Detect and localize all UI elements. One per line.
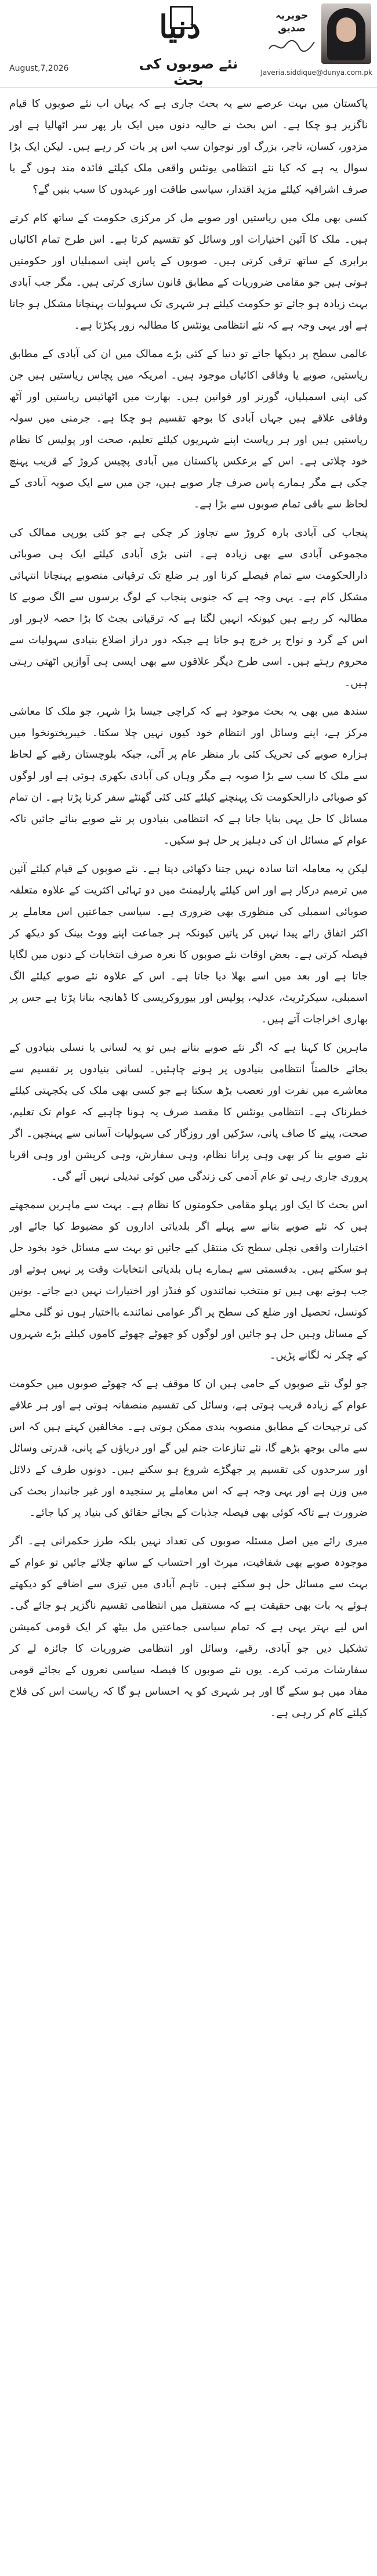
author-signature-icon (266, 37, 318, 55)
article-paragraph: میری رائے میں اصل مسئلہ صوبوں کی تعداد نہیں بلکہ طرز حکمرانی ہے۔ اگر موجودہ صوبے بھی شفافیت، میرٹ اور احتساب کے ساتھ چلائے جائیں تو عوام کے بہت سے مسائل حل ہو سکتے ہیں۔ تاہم آبادی میں تیزی سے اضافے کو دیکھتے ہوئے یہ بات بھی حقیقت ہے کہ مستقبل میں انتظامی تقسیم ناگزیر ہو جائے گی۔ اس لیے بہتر یہی ہے کہ تمام سیاسی جماعتیں مل بیٹھ کر ایک قومی کمیشن تشکیل دیں جو آبادی، رقبے، وسائل اور انتظامی ضروریات کا جائزہ لے کر سفارشات مرتب کرے۔ یوں نئے صوبوں کا فیصلہ سیاسی نعروں کے بجائے قومی مفاد میں ہو سکے گا اور ہر شہری کو یہ احساس ہو گا کہ ریاست اس کی فلاح کیلئے کام کر رہی ہے۔ (9, 1535, 368, 1719)
article-body (9, 93, 368, 2566)
article-paragraph: جو لوگ نئے صوبوں کے حامی ہیں ان کا موقف ہے کہ چھوٹے صوبوں میں حکومت عوام کے زیادہ قریب ہوتی ہے، وسائل کی تقسیم منصفانہ ہوتی ہے اور ہر علاقے کی ترجیحات کے مطابق منصوبہ بندی ممکن ہوتی ہے۔ مخالفین کہتے ہیں کہ اس سے مالی بوجھ بڑھے گا، نئے تنازعات جنم لیں گے اور دریاؤں کے پانی، قدرتی وسائل اور سرحدوں کی تقسیم پر جھگڑے شروع ہو سکتے ہیں۔ دونوں طرف کے دلائل میں وزن ہے اور یہی وجہ ہے کہ اس معاملے پر سنجیدہ اور غیر جانبدار بحث کی ضرورت ہے تاکہ کوئی بھی فیصلہ جذبات کے بجائے حقائق کی بنیاد پر کیا جائے۔ (9, 1378, 368, 1519)
article-paragraph: پاکستان میں بہت عرصے سے یہ بحث جاری ہے کہ یہاں اب نئے صوبوں کا قیام ناگزیر ہو چکا ہے۔ اس بحث نے حالیہ دنوں میں ایک بار پھر سر اٹھالیا ہے اور مزدور، کسان، تاجر، بزرگ اور نوجوان سب اس پر بات کر رہے ہیں۔ لیکن ایک بڑا سوال یہ ہے کہ کیا نئے انتظامی یونٹس واقعی ملک کیلئے فائدہ مند ہوں گے یا صرف اشرافیہ کیلئے مزید اقتدار، سیاسی طاقت اور عہدوں کا سبب بنیں گے؟ (9, 98, 368, 196)
newspaper-logo (148, 3, 212, 50)
article-paragraph: سندھ میں بھی یہ بحث موجود ہے کہ کراچی جیسا بڑا شہر، جو ملک کا معاشی مرکز ہے، اپنے وسائل اور انتظام خود کیوں نہیں چلا سکتا۔ خیبرپختونخوا میں ہزارہ صوبے کی تحریک کئی بار منظر عام پر آئی، جبکہ بلوچستان رقبے کے لحاظ سے ملک کا سب سے بڑا صوبہ ہے مگر وہاں کی آبادی بکھری ہوئی ہے اور لوگوں کو صوبائی دارالحکومت تک پہنچنے کیلئے کئی کئی گھنٹے سفر کرنا پڑتا ہے۔ ان تمام مسائل کا حل یہی بتایا جاتا ہے کہ انتظامی بنیادوں پر نئے صوبے بنائے جائیں تاکہ عوام کے مسائل ان کی دہلیز پر حل ہو سکیں۔ (9, 705, 368, 846)
article-paragraph: ماہرین کا کہنا ہے کہ اگر نئے صوبے بنانے ہیں تو یہ لسانی یا نسلی بنیادوں کے بجائے خالصتاً انتظامی بنیادوں پر ہونے چاہئیں۔ لسانی بنیادوں پر تقسیم سے معاشرے میں نفرت اور تعصب بڑھ سکتا ہے جو کسی بھی ملک کی یکجہتی کیلئے خطرناک ہے۔ انتظامی یونٹس کا مقصد صرف یہ ہونا چاہیے کہ عوام تک تعلیم، صحت، پینے کا صاف پانی، سڑکیں اور روزگار کی سہولیات آسانی سے پہنچیں۔ اگر نئے صوبے بنا کر بھی وہی پرانا نظام، وہی سفارش، وہی کرپشن اور وہی اقربا پروری جاری رہی تو عام آدمی کی زندگی میں کوئی تبدیلی نہیں آئے گی۔ (9, 1042, 368, 1183)
portrait-face (336, 17, 356, 42)
publish-date: August,7,2026 (9, 64, 69, 73)
article-paragraph: عالمی سطح پر دیکھا جائے تو دنیا کے کئی بڑے ممالک میں ان کی آبادی کے مطابق ریاستیں، صوبے یا وفاقی اکائیاں موجود ہیں۔ امریکہ میں پچاس ریاستیں ہیں جن کی اپنی اسمبلیاں، گورنر اور قوانین ہیں۔ بھارت میں اٹھائیس ریاستیں اور آٹھ وفاقی علاقے ہیں جہاں آبادی کا بوجھ تقسیم ہو چکا ہے۔ جرمنی میں سولہ ریاستیں ہیں اور ہر ریاست اپنے شہریوں کیلئے تعلیم، صحت اور پولیس کا نظام خود چلاتی ہے۔ اس کے برعکس پاکستان میں آبادی پچیس کروڑ کے قریب پہنچ چکی ہے مگر ہمارے پاس صرف چار صوبے ہیں، جن میں سے ایک صوبہ آبادی کے لحاظ سے باقی تمام صوبوں سے بڑا ہے۔ (9, 348, 368, 510)
author-email: Javeria.siddique@dunya.com.pk (260, 69, 372, 77)
article-paragraph: لیکن یہ معاملہ اتنا سادہ نہیں جتنا دکھائی دیتا ہے۔ نئے صوبوں کے قیام کیلئے آئین میں ترمیم درکار ہے اور اس کیلئے پارلیمنٹ میں دو تہائی اکثریت کے علاوہ متعلقہ صوبائی اسمبلی کی منظوری بھی ضروری ہے۔ سیاسی جماعتیں اس معاملے پر اکثر اتفاق رائے پیدا نہیں کر پاتیں کیونکہ ہر جماعت اپنے ووٹ بینک کو دیکھ کر فیصلہ کرتی ہے۔ بعض اوقات نئے صوبوں کا نعرہ صرف انتخابات کے دنوں میں لگایا جاتا ہے اور بعد میں اسے بھلا دیا جاتا ہے۔ اس کے علاوہ نئے صوبے کیلئے الگ اسمبلی، سیکرٹریٹ، عدلیہ، پولیس اور بیوروکریسی کا ڈھانچہ بنانا پڑتا ہے جس پر بھاری اخراجات آتے ہیں۔ (9, 863, 368, 1025)
logo-text: دنیا (159, 8, 201, 45)
masthead (0, 0, 377, 88)
author-portrait (321, 3, 371, 64)
article-paragraph: کسی بھی ملک میں ریاستیں اور صوبے مل کر مرکزی حکومت کے ساتھ کام کرتے ہیں۔ ملک کا آئین اختیارات اور وسائل کو تقسیم کرتا ہے۔ اس طرح تمام اکائیاں برابری کے ساتھ ترقی کرتی ہیں۔ صوبوں کے پاس اپنی اسمبلیاں اور حکومتیں ہوتی ہیں جو مقامی ضروریات کے مطابق قانون سازی کرتی ہیں۔ مگر جب آبادی بہت زیادہ ہو جائے تو حکومت کیلئے ہر شہری تک سہولیات پہنچانا مشکل ہو جاتا ہے اور یہی وجہ ہے کہ نئے انتظامی یونٹس کا مطالبہ زور پکڑتا ہے۔ (9, 212, 368, 332)
author-name: جویریہ صدیق (275, 10, 309, 34)
article-paragraph: اس بحث کا ایک اور پہلو مقامی حکومتوں کا نظام ہے۔ بہت سے ماہرین سمجھتے ہیں کہ نئے صوبے بنانے سے پہلے اگر بلدیاتی اداروں کو مضبوط کیا جائے اور اختیارات واقعی نچلی سطح تک منتقل کیے جائیں تو بہت سے مسائل خود بخود حل ہو سکتے ہیں۔ بدقسمتی سے ہمارے ہاں بلدیاتی انتخابات وقت پر نہیں ہوتے اور جب ہوتے بھی ہیں تو منتخب نمائندوں کو فنڈز اور اختیارات نہیں دیے جاتے۔ یونین کونسل، تحصیل اور ضلع کی سطح پر اگر عوامی نمائندے بااختیار ہوں تو گلی محلے کے مسائل وہیں حل ہو جائیں اور لوگوں کو چھوٹے چھوٹے کاموں کیلئے بڑے شہروں کے چکر نہ لگانے پڑیں۔ (9, 1199, 368, 1361)
article-paragraph: پنجاب کی آبادی بارہ کروڑ سے تجاوز کر چکی ہے جو کئی یورپی ممالک کی مجموعی آبادی سے بھی زیادہ ہے۔ اتنی بڑی آبادی کیلئے ایک ہی صوبائی دارالحکومت سے تمام فیصلے کرنا اور ہر ضلع تک ترقیاتی منصوبے پہنچانا انتہائی مشکل کام ہے۔ یہی وجہ ہے کہ جنوبی پنجاب کے لوگ برسوں سے الگ صوبے کا مطالبہ کر رہے ہیں کیونکہ انہیں لگتا ہے کہ ترقیاتی بجٹ کا بڑا حصہ لاہور اور اس کے گرد و نواح پر خرچ ہو جاتا ہے جبکہ دور دراز اضلاع بنیادی سہولیات سے محروم رہتے ہیں۔ اسی طرح دیگر علاقوں سے بھی ایسی ہی آوازیں اٹھتی رہتی ہیں۔ (9, 527, 368, 689)
column-title: نئے صوبوں کی بحث (139, 56, 238, 88)
